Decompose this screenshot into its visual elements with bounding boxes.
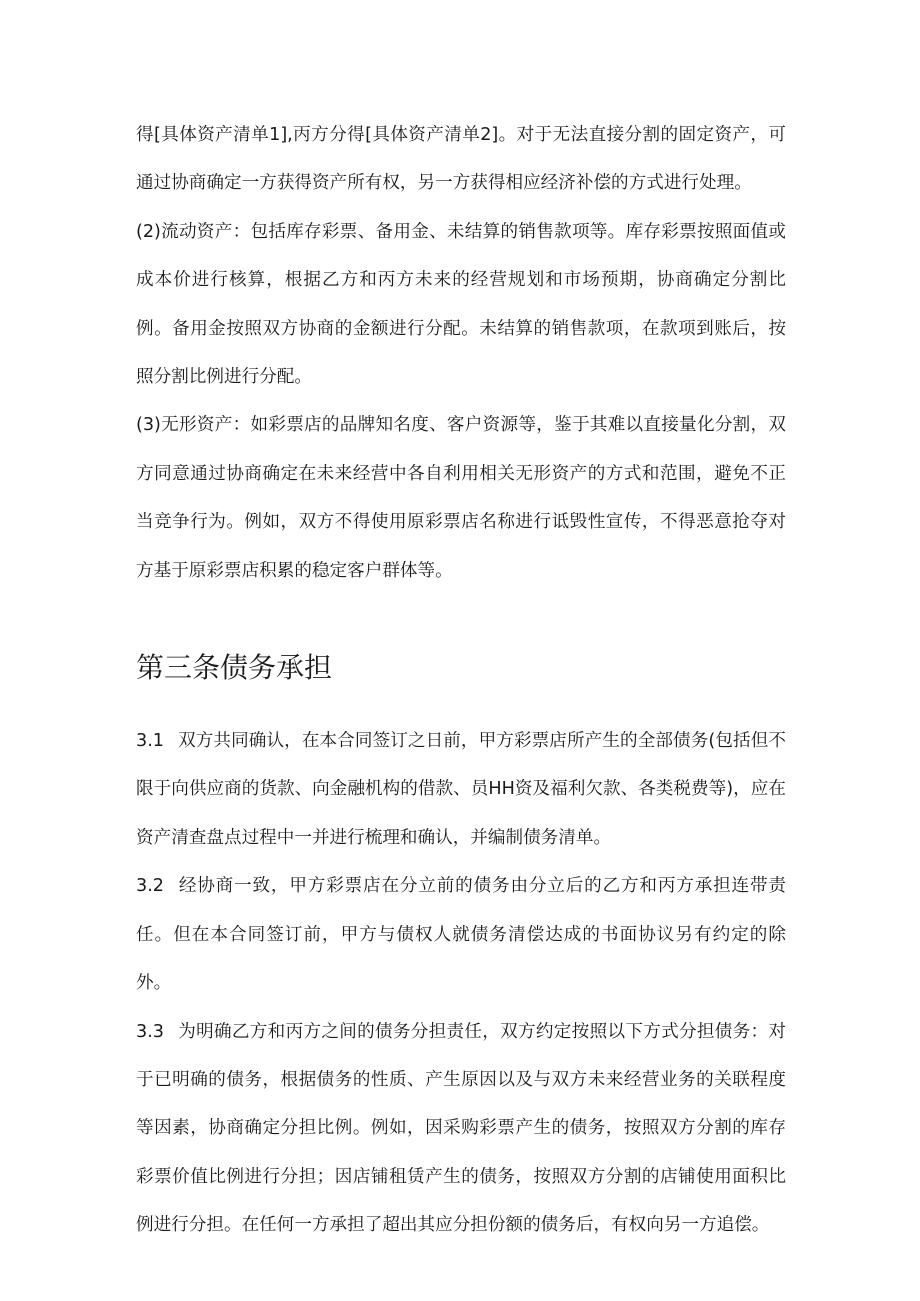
- clause-number: 3.3: [136, 1021, 164, 1042]
- clause-number: 3.2: [136, 876, 164, 897]
- clause-number: 3.1: [136, 731, 164, 752]
- clause-3-3: [136, 1008, 786, 1250]
- clause-text: 为明确乙方和丙方之间的债务分担责任，双方约定按照以下方式分担债务：对于已明确的债务，根据债务的性质、产生原因以及与双方未来经营业务的关联程度等因素，协商确定分担比例。例如，因采购彩票产生的债务，按照双方分割的库存彩票价值比例进行分担；因店铺租赁产生的债务，按照双方分割的店铺使用面积比例进行分担。在任何一方承担了超出其应分担份额的债务后，有权向另一方追偿。: [136, 1021, 786, 1236]
- paragraph-current-assets: (2)流动资产：包括库存彩票、备用金、未结算的销售款项等。库存彩票按照面值或成本价进行核算，根据乙方和丙方未来的经营规划和市场预期，协商确定分割比例。备用金按照双方协商的金额进行分配。未结算的销售款项，在款项到账后，按照分割比例进行分配。: [136, 221, 786, 388]
- paragraph-fixed-assets-continued: 得[具体资产清单1],丙方分得[具体资产清单2]。对于无法直接分割的固定资产，可通过协商确定一方获得资产所有权，另一方获得相应经济补偿的方式进行处理。: [136, 125, 786, 194]
- clause-3-2: [136, 862, 786, 1007]
- clause-3-1: [136, 717, 786, 862]
- paragraph-intangible-assets: (3)无形资产：如彩票店的品牌知名度、客户资源等，鉴于其难以直接量化分割，双方同意通过协商确定在未来经营中各自利用相关无形资产的方式和范围，避免不正当竞争行为。例如，双方不得使用原彩票店名称进行诋毁性宣传，不得恶意抢夺对方基于原彩票店积累的稳定客户群体等。: [136, 415, 786, 581]
- clause-text: 经协商一致，甲方彩票店在分立前的债务由分立后的乙方和丙方承担连带责任。但在本合同签订前，甲方与债权人就债务清偿达成的书面协议另有约定的除外。: [136, 876, 786, 994]
- clause-text: 双方共同确认，在本合同签订之日前，甲方彩票店所产生的全部债务(包括但不限于向供应商的货款、向金融机构的借款、员HH资及福利欠款、各类税费等)，应在资产清查盘点过程中一并进行梳理和确认，并编制债务清单。: [136, 731, 786, 848]
- section-heading-debt-assumption: 第三条债务承担: [136, 651, 333, 685]
